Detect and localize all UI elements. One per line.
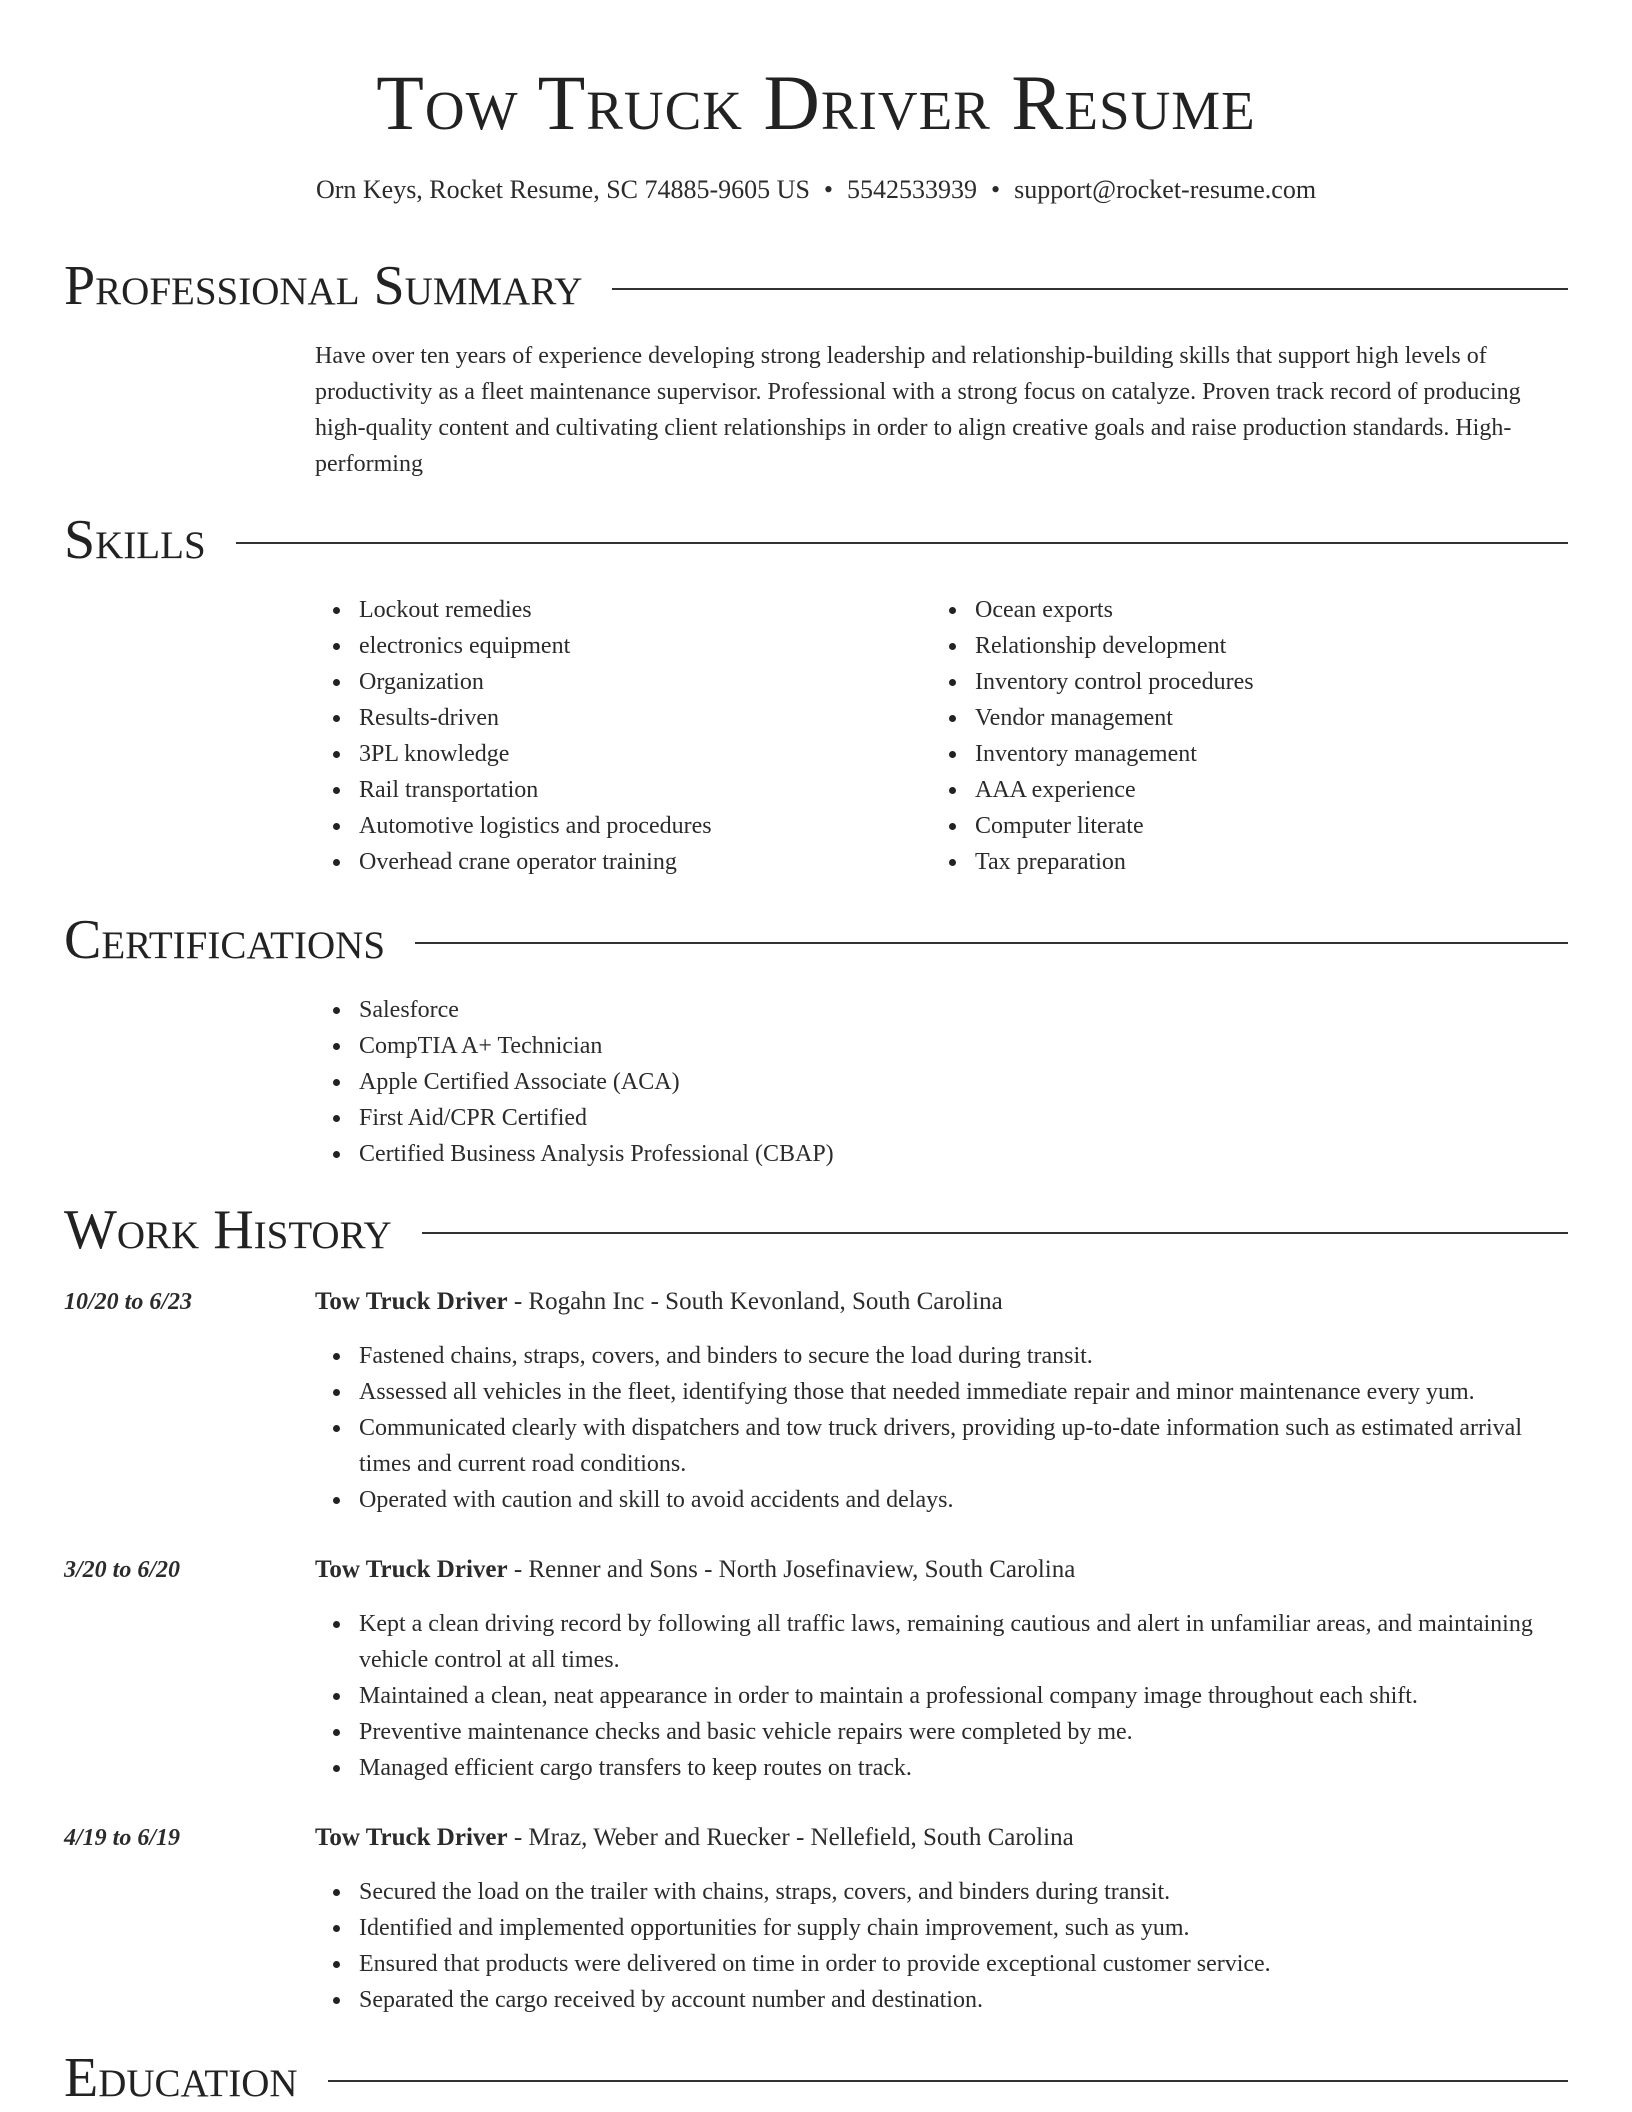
section-title: Work History [64, 1198, 422, 1262]
job-bullet: Fastened chains, straps, covers, and binders to secure the load during transit. [359, 1338, 1569, 1374]
job-heading [315, 1284, 1569, 1320]
skill-item: Inventory control procedures [975, 664, 1531, 700]
section-heading-certifications [64, 908, 1568, 972]
job-bullet: Communicated clearly with dispatchers and tow truck drivers, providing up-to-date information such as estimated arrival times and current road conditions. [359, 1410, 1569, 1482]
section-heading-skills [64, 508, 1568, 572]
contact-address: Orn Keys, Rocket Resume, SC 74885-9605 US [315, 175, 810, 204]
contact-phone: 5542533939 [847, 175, 978, 204]
resume-title: Tow Truck Driver Resume [376, 59, 1256, 146]
skill-item: Inventory management [975, 736, 1531, 772]
job-employer-location: - Mraz, Weber and Ruecker - Nellefield, South Carolina [507, 1824, 1074, 1851]
section-title: Certifications [64, 908, 415, 972]
skill-item: Organization [359, 664, 915, 700]
job-dates: 10/20 to 6/23 [64, 1289, 193, 1315]
skill-item: 3PL knowledge [359, 736, 915, 772]
job-responsibilities [315, 1874, 1569, 2018]
section-heading-education [64, 2046, 1568, 2110]
job-heading [315, 1820, 1569, 1856]
contact-line [0, 172, 1632, 208]
job-title: Tow Truck Driver [315, 1288, 508, 1315]
skill-item: Lockout remedies [359, 592, 915, 628]
certification-item: CompTIA A+ Technician [359, 1028, 1569, 1064]
skill-item: Ocean exports [975, 592, 1531, 628]
job-responsibilities [315, 1606, 1569, 1786]
contact-separator: • [823, 175, 834, 204]
job-bullet: Ensured that products were delivered on time in order to provide exceptional customer service. [359, 1946, 1569, 1982]
job-title: Tow Truck Driver [315, 1824, 508, 1851]
job-employer-location: - Renner and Sons - North Josefinaview, South Carolina [507, 1556, 1076, 1583]
skill-item: Rail transportation [359, 772, 915, 808]
skills-column-left [315, 592, 915, 880]
job-dates: 3/20 to 6/20 [64, 1557, 181, 1583]
skill-item: electronics equipment [359, 628, 915, 664]
section-heading-summary [64, 254, 1568, 318]
job-bullet: Maintained a clean, neat appearance in order to maintain a professional company image throughout each shift. [359, 1678, 1569, 1714]
skill-item: Tax preparation [975, 844, 1531, 880]
section-title: Professional Summary [64, 254, 612, 318]
job-bullet: Identified and implemented opportunities for supply chain improvement, such as yum. [359, 1910, 1569, 1946]
certifications-list [315, 992, 1569, 1172]
job-heading [315, 1552, 1569, 1588]
section-divider [64, 542, 1568, 544]
job-bullet: Assessed all vehicles in the fleet, identifying those that needed immediate repair and minor maintenance every yum. [359, 1374, 1569, 1410]
job-dates: 4/19 to 6/19 [64, 1825, 181, 1851]
skill-item: Vendor management [975, 700, 1531, 736]
skill-item: Results-driven [359, 700, 915, 736]
job-responsibilities [315, 1338, 1569, 1518]
job-employer-location: - Rogahn Inc - South Kevonland, South Carolina [507, 1288, 1003, 1315]
skills-column-right [931, 592, 1531, 880]
skill-item: Automotive logistics and procedures [359, 808, 915, 844]
contact-separator: • [991, 175, 1001, 204]
skill-item: Overhead crane operator training [359, 844, 915, 880]
contact-email: support@rocket-resume.com [1014, 175, 1317, 204]
job-bullet: Separated the cargo received by account number and destination. [359, 1982, 1569, 2018]
summary-text: Have over ten years of experience developing strong leadership and relationship-building skills that support high levels of productivity as a fleet maintenance supervisor. Professional with a strong focus on catalyze. Proven track record of producing high-quality content and cultivating client relationships in order to align creative goals and raise production standards. High-performing [315, 343, 1521, 477]
certification-item: Apple Certified Associate (ACA) [359, 1064, 1569, 1100]
job-bullet: Operated with caution and skill to avoid accidents and delays. [359, 1482, 1569, 1518]
certification-item: First Aid/CPR Certified [359, 1100, 1569, 1136]
job-bullet: Kept a clean driving record by following all traffic laws, remaining cautious and alert in unfamiliar areas, and maintaining vehicle control at all times. [359, 1606, 1569, 1678]
certification-item: Certified Business Analysis Professional (CBAP) [359, 1136, 1569, 1172]
job-bullet: Managed efficient cargo transfers to keep routes on track. [359, 1750, 1569, 1786]
job-bullet: Secured the load on the trailer with chains, straps, covers, and binders during transit. [359, 1874, 1569, 1910]
section-title: Education [64, 2046, 328, 2110]
skill-item: AAA experience [975, 772, 1531, 808]
job-bullet: Preventive maintenance checks and basic vehicle repairs were completed by me. [359, 1714, 1569, 1750]
section-title: Skills [64, 508, 236, 572]
job-title: Tow Truck Driver [315, 1556, 508, 1583]
section-heading-work-history [64, 1198, 1568, 1262]
skill-item: Computer literate [975, 808, 1531, 844]
certification-item: Salesforce [359, 992, 1569, 1028]
skill-item: Relationship development [975, 628, 1531, 664]
